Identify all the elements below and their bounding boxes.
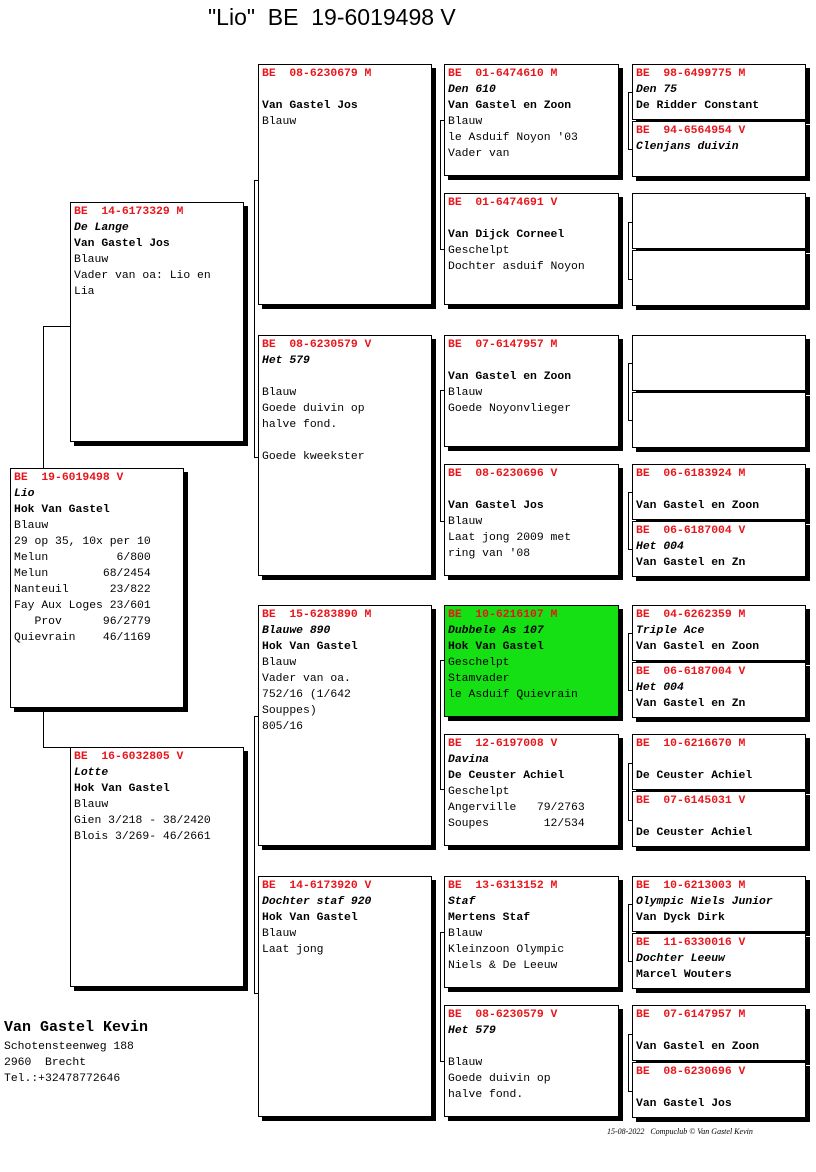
pigeon-card-dsd[interactable]: [444, 734, 619, 846]
pigeon-name: Het 579: [448, 1025, 496, 1037]
pigeon-card-dss-highlighted[interactable]: [444, 605, 619, 717]
info-line: Goede Noyonvlieger: [448, 403, 572, 415]
pigeon-card-g8[interactable]: [632, 521, 806, 577]
pigeon-card-g4-empty[interactable]: [632, 250, 806, 306]
ring-number: BE 07-6147957 M: [448, 339, 558, 351]
pigeon-name: Lotte: [74, 767, 109, 779]
pigeon-card-g1[interactable]: [632, 64, 806, 120]
pigeon-owner: Van Gastel en Zoon: [448, 371, 572, 383]
footer-credit: 15-08-2022 Compuclub © Van Gastel Kevin: [607, 1127, 753, 1136]
pigeon-card-g14[interactable]: [632, 933, 806, 989]
pigeon-card-dam-dam[interactable]: [258, 876, 432, 1117]
pigeon-card-g16[interactable]: [632, 1062, 806, 1118]
pigeon-card-dam[interactable]: [70, 747, 244, 987]
info-line: le Asduif Quievrain: [448, 689, 578, 701]
ring-number: BE 04-6262359 M: [636, 609, 746, 621]
info-line: Melun 6/800: [14, 552, 151, 564]
info-line: Vader van oa.: [262, 673, 351, 685]
info-line: Souppes): [262, 705, 317, 717]
pigeon-card-ddd[interactable]: [444, 1005, 619, 1117]
info-line: Blauw: [262, 928, 297, 940]
pigeon-card-g6-empty[interactable]: [632, 392, 806, 448]
info-line: Fay Aux Loges 23/601: [14, 600, 151, 612]
pigeon-owner: Hok Van Gastel: [74, 783, 170, 795]
info-line: Blauw: [448, 516, 483, 528]
pigeon-owner: Van Gastel en Zn: [636, 698, 746, 710]
pigeon-card-g12[interactable]: [632, 791, 806, 847]
pigeon-name: Dochter Leeuw: [636, 953, 725, 965]
pigeon-name: [262, 82, 428, 98]
info-line: Blauw: [448, 116, 483, 128]
ring-number: BE 19-6019498 V: [14, 472, 124, 484]
pigeon-name: Olympic Niels Junior: [636, 896, 773, 908]
pigeon-owner: [448, 1039, 615, 1055]
pigeon-name: Dubbele As 107: [448, 625, 544, 637]
ring-number: BE 10-6216107 M: [448, 609, 558, 621]
pigeon-owner: De Ceuster Achiel: [636, 827, 753, 839]
info-line: Soupes 12/534: [448, 818, 585, 830]
pigeon-owner: Van Gastel Jos: [262, 100, 358, 112]
info-line: Gien 3/218 - 38/2420: [74, 815, 211, 827]
pigeon-name: Staf: [448, 896, 476, 908]
info-line: Melun 68/2454: [14, 568, 151, 580]
pigeon-card-g9[interactable]: [632, 605, 806, 661]
info-line: Blauw: [262, 387, 297, 399]
ring-number: BE 98-6499775 M: [636, 68, 746, 80]
ring-number: BE 13-6313152 M: [448, 880, 558, 892]
pigeon-owner: Van Gastel en Zn: [636, 557, 746, 569]
info-line: halve fond.: [448, 1089, 524, 1101]
info-line: Angerville 79/2763: [448, 802, 585, 814]
pigeon-owner: De Ridder Constant: [636, 100, 760, 112]
pigeon-owner: Van Gastel en Zoon: [448, 100, 572, 112]
ring-number: BE 14-6173920 V: [262, 880, 372, 892]
pigeon-name: Blauwe 890: [262, 625, 331, 637]
ring-number: BE 08-6230696 V: [636, 1066, 746, 1078]
info-line: 752/16 (1/642: [262, 689, 351, 701]
pigeon-name: De Lange: [74, 222, 129, 234]
info-line: Quievrain 46/1169: [14, 632, 151, 644]
info-line: Vader van oa: Lio en: [74, 270, 211, 282]
ring-number: BE 08-6230579 V: [448, 1009, 558, 1021]
breeder-name: Van Gastel Kevin: [4, 1019, 149, 1036]
info-line: Blauw: [448, 928, 483, 940]
info-line: Blauw: [74, 254, 109, 266]
info-line: Geschelpt: [448, 786, 510, 798]
pigeon-card-g7[interactable]: [632, 464, 806, 520]
breeder-city: 2960 Brecht: [4, 1057, 87, 1069]
pigeon-name: Het 579: [262, 355, 310, 367]
pigeon-owner: Van Gastel en Zoon: [636, 1041, 760, 1053]
pigeon-card-g3-empty[interactable]: [632, 193, 806, 249]
pigeon-owner: Van Gastel Jos: [636, 1098, 732, 1110]
pigeon-owner: Van Gastel Jos: [74, 238, 170, 250]
pigeon-owner: Van Dijck Corneel: [448, 229, 565, 241]
info-line: [262, 433, 428, 449]
pigeon-card-sss[interactable]: [444, 64, 619, 176]
ring-number: BE 08-6230679 M: [262, 68, 372, 80]
info-line: 29 op 35, 10x per 10: [14, 536, 151, 548]
ring-number: BE 16-6032805 V: [74, 751, 184, 763]
pigeon-card-sds[interactable]: [444, 335, 619, 447]
info-line: Stamvader: [448, 673, 510, 685]
pigeon-name: [636, 752, 802, 768]
info-line: Blauw: [262, 657, 297, 669]
pigeon-name: Den 610: [448, 84, 496, 96]
ring-number: BE 01-6474610 M: [448, 68, 558, 80]
info-line: Kleinzoon Olympic: [448, 944, 565, 956]
pigeon-owner: Van Dyck Dirk: [636, 912, 725, 924]
pigeon-card-subject[interactable]: [10, 468, 184, 708]
pigeon-name: [448, 211, 615, 227]
pigeon-owner: Hok Van Gastel: [262, 641, 358, 653]
info-line: le Asduif Noyon '03: [448, 132, 578, 144]
pigeon-owner: Hok Van Gastel: [14, 504, 110, 516]
pigeon-owner: De Ceuster Achiel: [636, 770, 753, 782]
ring-number: BE 15-6283890 M: [262, 609, 372, 621]
ring-number: BE 07-6147957 M: [636, 1009, 746, 1021]
pigeon-name: Clenjans duivin: [636, 141, 739, 153]
pigeon-card-sire-dam[interactable]: [258, 335, 432, 576]
info-line: Goede duivin op: [262, 403, 365, 415]
pigeon-owner: De Ceuster Achiel: [448, 770, 565, 782]
breeder-info: [4, 1017, 148, 1087]
pigeon-name: Lio: [14, 488, 35, 500]
pigeon-owner: [262, 369, 428, 385]
info-line: Blauw: [74, 799, 109, 811]
info-line: 805/16: [262, 721, 304, 733]
pigeon-owner: Van Gastel en Zoon: [636, 641, 760, 653]
info-line: Geschelpt: [448, 245, 510, 257]
info-line: ring van '08: [448, 548, 531, 560]
ring-number: BE 07-6145031 V: [636, 795, 746, 807]
info-line: Blauw: [448, 1057, 483, 1069]
pigeon-card-g2[interactable]: [632, 121, 806, 177]
pigeon-name: [636, 482, 802, 498]
pigeon-owner: Hok Van Gastel: [262, 912, 358, 924]
pigeon-owner: Marcel Wouters: [636, 969, 732, 981]
ring-number: BE 10-6213003 M: [636, 880, 746, 892]
info-line: Nanteuil 23/822: [14, 584, 151, 596]
ring-number: BE 10-6216670 M: [636, 738, 746, 750]
info-line: Dochter asduif Noyon: [448, 261, 585, 273]
info-line: Laat jong: [262, 944, 324, 956]
pigeon-name: Den 75: [636, 84, 678, 96]
pigeon-owner: Mertens Staf: [448, 912, 531, 924]
pigeon-card-g13[interactable]: [632, 876, 806, 932]
pigeon-card-g11[interactable]: [632, 734, 806, 790]
info-line: Vader van: [448, 148, 510, 160]
pigeon-name: Het 004: [636, 541, 684, 553]
ring-number: BE 12-6197008 V: [448, 738, 558, 750]
ring-number: BE 06-6183924 M: [636, 468, 746, 480]
ring-number: BE 06-6187004 V: [636, 666, 746, 678]
info-line: Prov 96/2779: [14, 616, 151, 628]
ring-number: BE 06-6187004 V: [636, 525, 746, 537]
pigeon-name: [636, 1080, 802, 1096]
pigeon-card-ssd[interactable]: [444, 193, 619, 305]
info-line: Geschelpt: [448, 657, 510, 669]
pigeon-card-sire[interactable]: [70, 202, 244, 442]
ring-number: BE 08-6230696 V: [448, 468, 558, 480]
ring-number: BE 11-6330016 V: [636, 937, 746, 949]
info-line: Blois 3/269- 46/2661: [74, 831, 211, 843]
ring-number: BE 01-6474691 V: [448, 197, 558, 209]
ring-number: BE 94-6564954 V: [636, 125, 746, 137]
pigeon-card-g5-empty[interactable]: [632, 335, 806, 391]
info-line: Blauw: [448, 387, 483, 399]
pigeon-owner: Van Gastel Jos: [448, 500, 544, 512]
pigeon-card-sire-sire[interactable]: [258, 64, 432, 305]
pedigree-title: "Lio" BE 19-6019498 V: [208, 4, 456, 30]
pigeon-owner: Hok Van Gastel: [448, 641, 544, 653]
pigeon-name: Het 004: [636, 682, 684, 694]
info-line: Blauw: [14, 520, 49, 532]
ring-number: BE 14-6173329 M: [74, 206, 184, 218]
pigeon-card-dam-sire[interactable]: [258, 605, 432, 846]
pigeon-owner: Van Gastel en Zoon: [636, 500, 760, 512]
info-line: Laat jong 2009 met: [448, 532, 572, 544]
pigeon-name: [448, 482, 615, 498]
pigeon-name: [636, 809, 802, 825]
breeder-phone: Tel.:+32478772646: [4, 1073, 121, 1085]
pigeon-name: Davina: [448, 754, 490, 766]
pigeon-name: Triple Ace: [636, 625, 705, 637]
info-line: Niels & De Leeuw: [448, 960, 558, 972]
info-line: Goede kweekster: [262, 451, 365, 463]
ring-number: BE 08-6230579 V: [262, 339, 372, 351]
info-line: halve fond.: [262, 419, 338, 431]
pigeon-name: [636, 1023, 802, 1039]
pigeon-card-dds[interactable]: [444, 876, 619, 988]
info-line: Goede duivin op: [448, 1073, 551, 1085]
pigeon-name: [448, 353, 615, 369]
pigeon-card-g10[interactable]: [632, 662, 806, 718]
info-line: Blauw: [262, 116, 297, 128]
info-line: Lia: [74, 286, 95, 298]
pigeon-card-g15[interactable]: [632, 1005, 806, 1061]
pigeon-name: Dochter staf 920: [262, 896, 372, 908]
pigeon-card-sdd[interactable]: [444, 464, 619, 576]
breeder-address: Schotensteenweg 188: [4, 1041, 134, 1053]
